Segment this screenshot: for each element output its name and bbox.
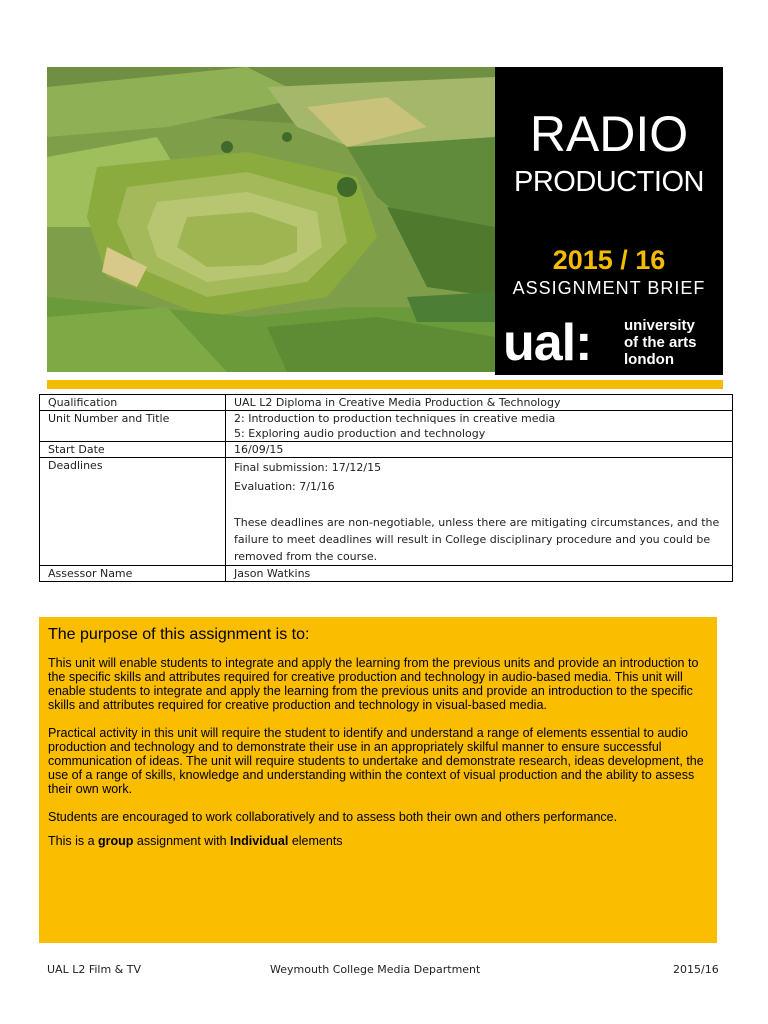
cover-title-main: RADIO bbox=[529, 106, 689, 162]
purpose-heading: The purpose of this assignment is to: bbox=[48, 626, 310, 643]
unit-line-1: 2: Introduction to production techniques in creative media bbox=[234, 412, 556, 425]
table-row bbox=[40, 458, 733, 566]
table-row bbox=[40, 566, 733, 582]
purpose-paragraph-4 bbox=[48, 834, 714, 848]
unit-label: Unit Number and Title bbox=[40, 411, 226, 442]
ual-logo-line3: london bbox=[624, 351, 674, 368]
start-date-label: Start Date bbox=[40, 442, 226, 458]
deadline-final: Final submission: 17/12/15 bbox=[234, 461, 382, 474]
unit-line-2: 5: Exploring audio production and technology bbox=[234, 427, 486, 440]
ual-logo-text bbox=[624, 317, 697, 368]
footer-center: Weymouth College Media Department bbox=[270, 963, 481, 976]
ual-logo-line1: university bbox=[624, 317, 695, 334]
deadlines-label: Deadlines bbox=[40, 458, 226, 566]
aerial-landscape-photo bbox=[47, 67, 495, 372]
purpose-box bbox=[39, 617, 717, 943]
ual-logo bbox=[495, 310, 723, 375]
qualification-label: Qualification bbox=[40, 395, 226, 411]
deadline-note: These deadlines are non-negotiable, unless there are mitigating circumstances, and the failure to meet deadlines will result in College disciplinary procedure and you could be removed from the course. bbox=[234, 516, 720, 563]
deadline-evaluation: Evaluation: 7/1/16 bbox=[234, 480, 335, 493]
start-date-value: 16/09/15 bbox=[226, 442, 733, 458]
unit-value bbox=[226, 411, 733, 442]
accent-divider bbox=[47, 380, 723, 389]
assessor-label: Assessor Name bbox=[40, 566, 226, 582]
final-suffix: elements bbox=[288, 834, 343, 848]
purpose-paragraph-1: This unit will enable students to integrate and apply the learning from the previous units and provide an introduction to the specific skills and attributes required for creative production and technology in audio-based media. This unit will enable students to integrate and apply the learning from the previous units and provide an introduction to the specific skills and attributes required for creative production and technology in visual-based media. bbox=[48, 656, 699, 712]
cover-title-sub: PRODUCTION bbox=[514, 166, 704, 198]
cover-brief-label: ASSIGNMENT BRIEF bbox=[512, 278, 706, 298]
assessor-value: Jason Watkins bbox=[226, 566, 733, 582]
final-bold-group: group bbox=[98, 834, 134, 848]
footer-right: 2015/16 bbox=[673, 963, 719, 976]
final-prefix: This is a bbox=[48, 834, 99, 848]
cover-year: 2015 / 16 bbox=[552, 245, 666, 275]
ual-logo-mark: ual: bbox=[503, 314, 592, 372]
purpose-body bbox=[48, 656, 714, 862]
assignment-info-table bbox=[39, 394, 733, 582]
final-mid: assignment with bbox=[133, 834, 231, 848]
purpose-paragraph-2: Practical activity in this unit will require the student to identify and understand a range of elements essential to audio production and technology and to demonstrate their use in an appropriately skilful manner to ensure successful communication of ideas. The unit will require students to undertake and demonstrate research, ideas development, the use of a range of skills, knowledge and understanding within the context of visual production and the ability to assess their own work. bbox=[48, 726, 704, 796]
ual-logo-line2: of the arts bbox=[624, 334, 697, 351]
deadlines-value bbox=[226, 458, 733, 566]
footer-left: UAL L2 Film & TV bbox=[47, 963, 141, 976]
qualification-value: UAL L2 Diploma in Creative Media Production & Technology bbox=[226, 395, 733, 411]
final-bold-individual: Individual bbox=[230, 834, 289, 848]
table-row bbox=[40, 411, 733, 442]
purpose-paragraph-3: Students are encouraged to work collaboratively and to assess both their own and others performance. bbox=[48, 810, 618, 824]
table-row bbox=[40, 442, 733, 458]
cover-title-block bbox=[495, 67, 723, 310]
table-row bbox=[40, 395, 733, 411]
